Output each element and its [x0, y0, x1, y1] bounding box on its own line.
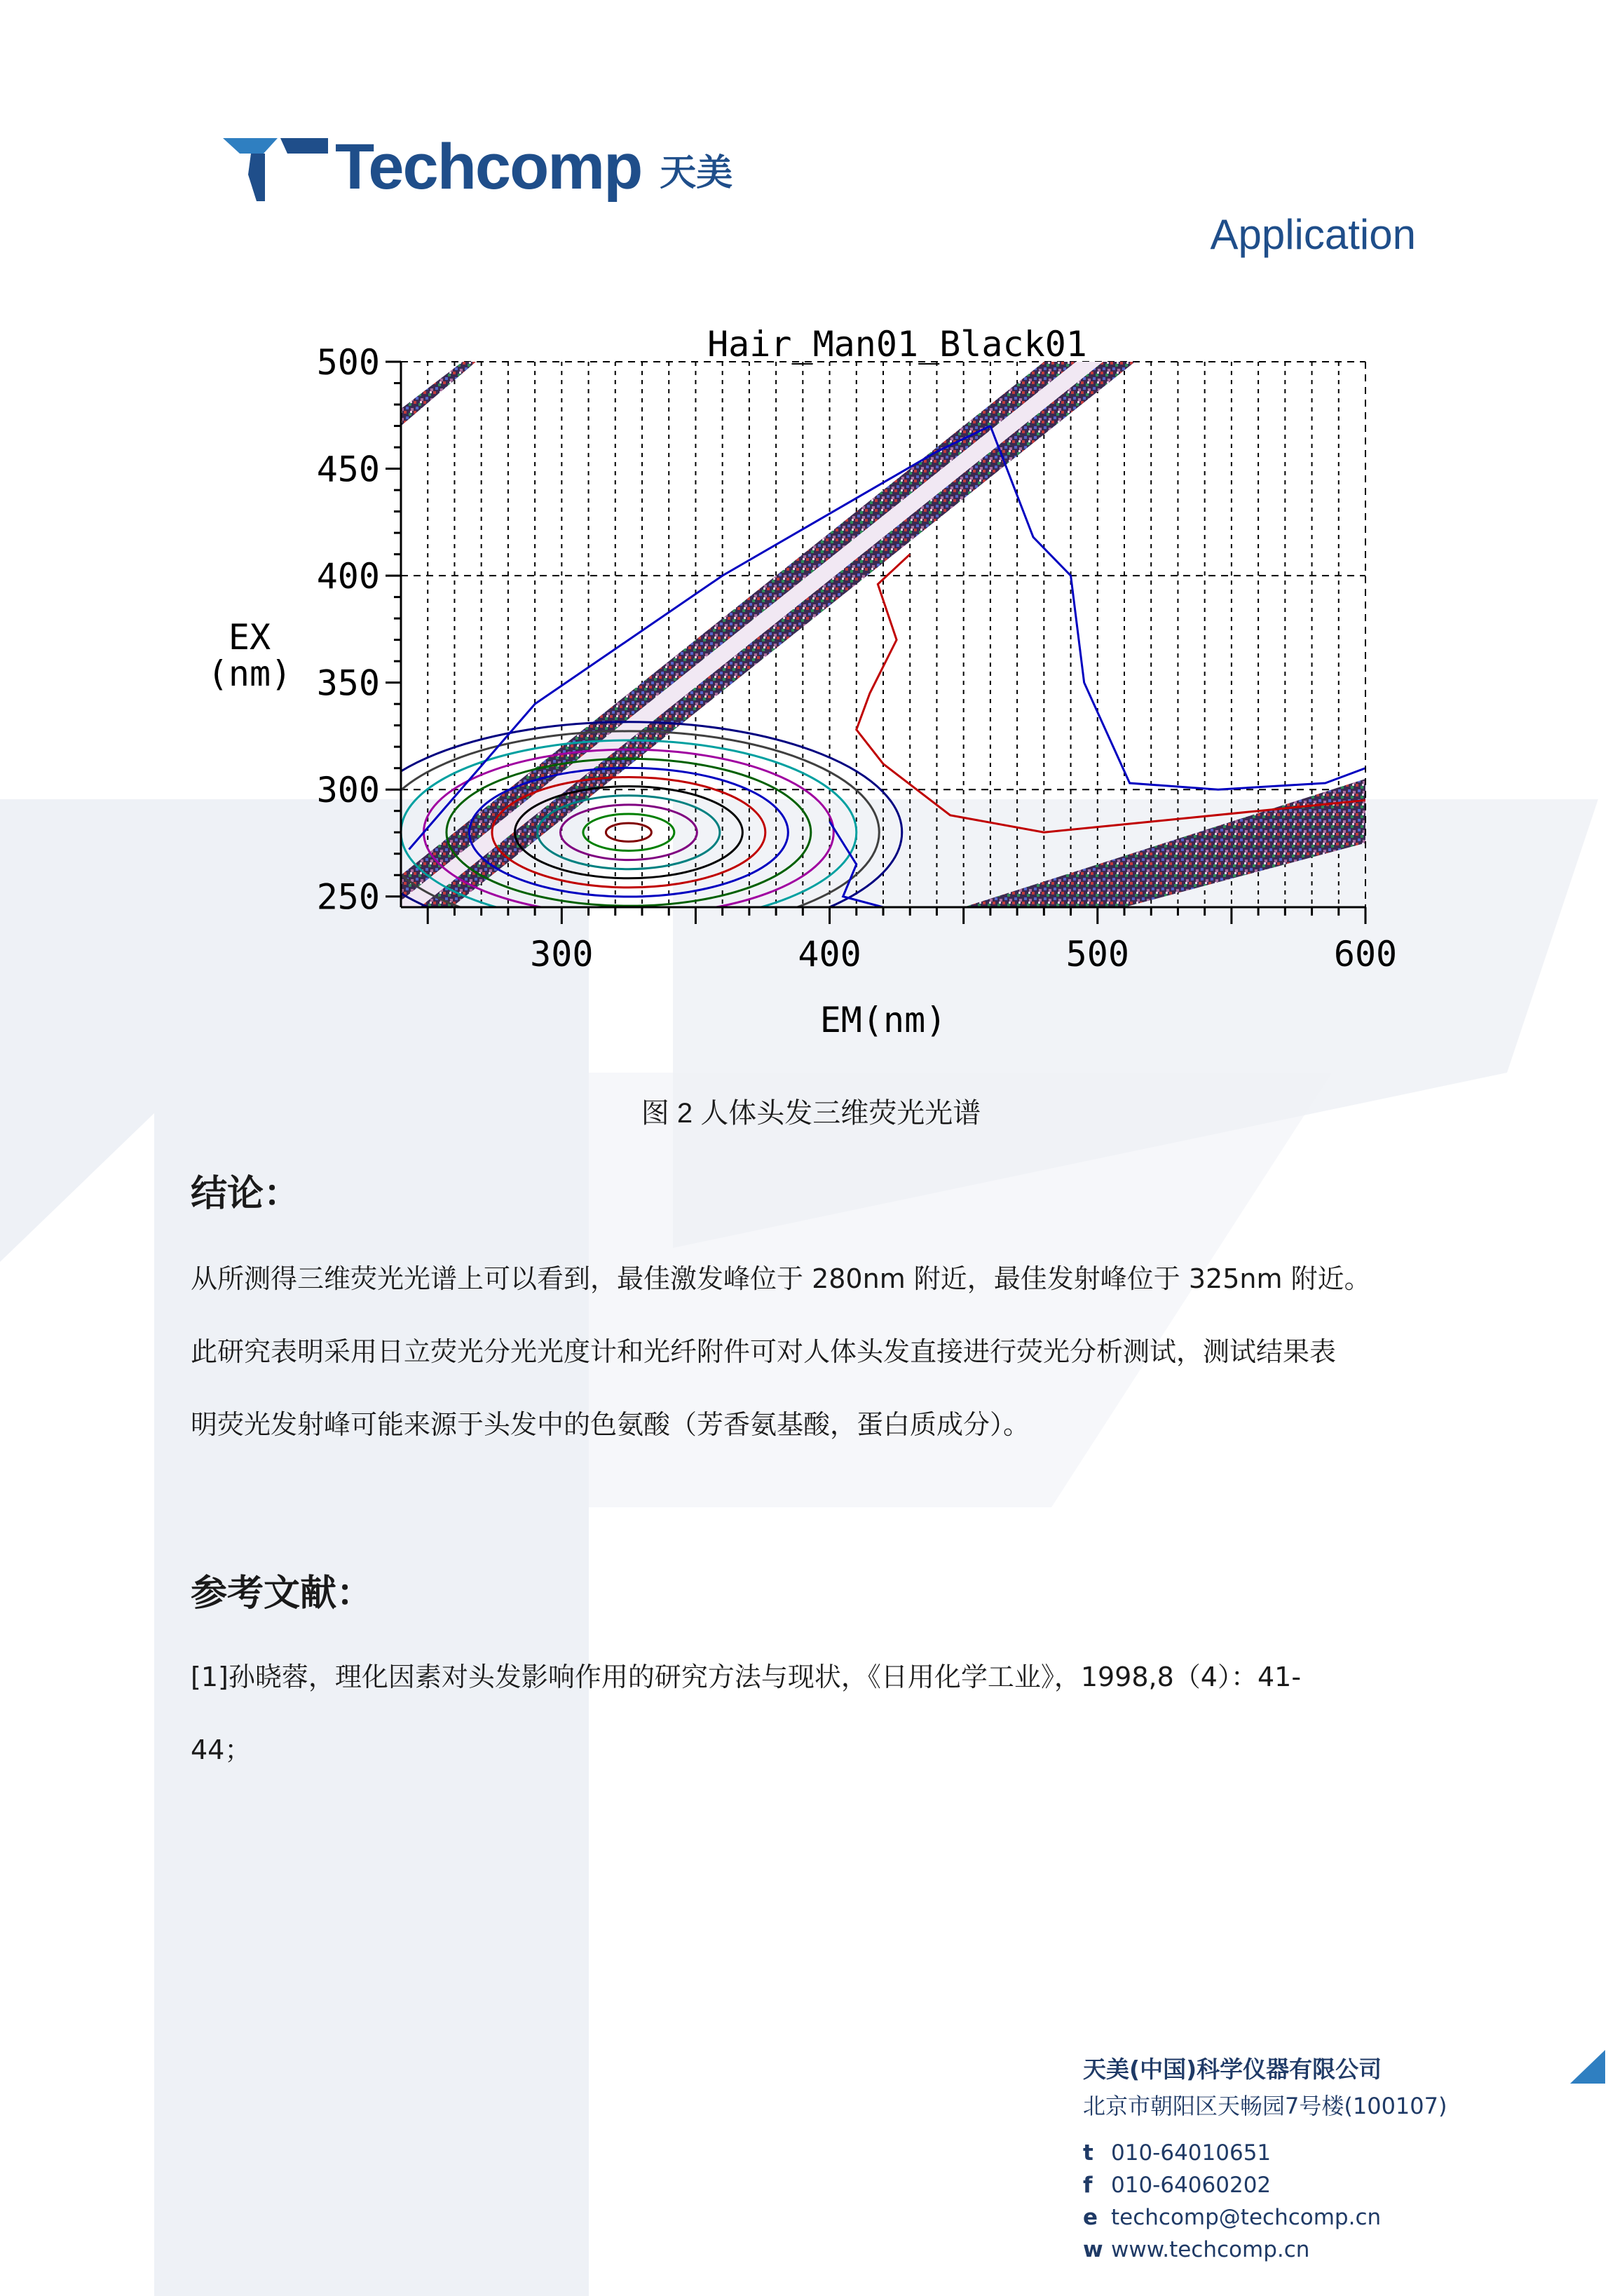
conclusion-line: 此研究表明采用日立荧光分光光度计和光纤附件可对人体头发直接进行荧光分析测试，测试结果表	[191, 1336, 1337, 1367]
techcomp-logo	[223, 130, 732, 204]
y-tick-label: 450	[316, 449, 380, 490]
logo-chinese: 天美	[660, 152, 733, 194]
contour-layer	[355, 313, 1365, 948]
chart-title: Hair_Man01_Black01	[707, 324, 1087, 365]
web-value: www.techcomp.cn	[1111, 2237, 1310, 2262]
conclusion-text	[191, 1242, 1438, 1461]
corner-triangle-icon	[1565, 2047, 1607, 2089]
conclusion-line: 明荧光发射峰可能来源于头发中的色氨酸（芳香氨基酸，蛋白质成分）。	[191, 1409, 1030, 1440]
footer-website	[1083, 2234, 1447, 2266]
contour-chart	[207, 313, 1427, 1056]
footer-contact	[1083, 2051, 1447, 2266]
contour-line	[514, 787, 742, 878]
email-value: techcomp@techcomp.cn	[1111, 2205, 1382, 2230]
contour-line	[583, 814, 674, 850]
scatter-band	[401, 362, 476, 426]
section-label: Application	[1210, 211, 1416, 258]
x-axis-label: EM(nm)	[819, 1000, 947, 1040]
contour-line	[606, 823, 651, 841]
figure-caption: 图 2 人体头发三维荧光光谱	[641, 1098, 981, 1129]
references-heading: 参考文献：	[191, 1572, 374, 1615]
y-tick-label: 300	[316, 770, 380, 811]
x-tick-label: 500	[1065, 934, 1129, 974]
y-axis-label: (nm)	[207, 653, 292, 694]
phone-value: 010-64010651	[1111, 2140, 1272, 2166]
y-axis-label: EX	[228, 617, 271, 658]
x-tick-label: 400	[798, 934, 861, 974]
conclusion-heading: 结论：	[191, 1173, 301, 1215]
logo-mark-icon	[223, 133, 328, 203]
x-tick-label: 300	[530, 934, 594, 974]
web-key: w	[1083, 2237, 1103, 2262]
fax-value: 010-64060202	[1111, 2173, 1272, 2198]
second-order-scatter	[964, 779, 1365, 907]
y-tick-label: 500	[316, 342, 380, 383]
y-tick-label: 400	[316, 556, 380, 597]
phone-key: t	[1083, 2140, 1093, 2166]
fax-key: f	[1083, 2173, 1093, 2198]
footer-address: 北京市朝阳区天畅园7号楼(100107)	[1083, 2093, 1447, 2119]
y-tick-label: 250	[316, 876, 380, 918]
contour-line	[538, 796, 720, 869]
references-text	[191, 1641, 1438, 1786]
conclusion-line: 从所测得三维荧光光谱上可以看到，最佳激发峰位于 280nm 附近，最佳发射峰位于 325nm 附近。	[191, 1263, 1371, 1294]
email-key: e	[1083, 2205, 1098, 2230]
reference-line: 44；	[191, 1734, 252, 1765]
footer-email	[1083, 2201, 1447, 2234]
y-tick-label: 350	[316, 663, 380, 704]
logo-wordmark: Techcomp	[335, 131, 642, 203]
footer-company: 天美(中国)科学仪器有限公司	[1083, 2056, 1382, 2083]
reference-line: [1]孙晓蓉，理化因素对头发影响作用的研究方法与现状，《日用化学工业》，1998,8（4）：41-	[191, 1662, 1302, 1692]
contour-line	[857, 555, 1365, 833]
x-tick-label: 600	[1333, 934, 1398, 974]
footer-phone	[1083, 2137, 1447, 2169]
footer-fax	[1083, 2169, 1447, 2201]
